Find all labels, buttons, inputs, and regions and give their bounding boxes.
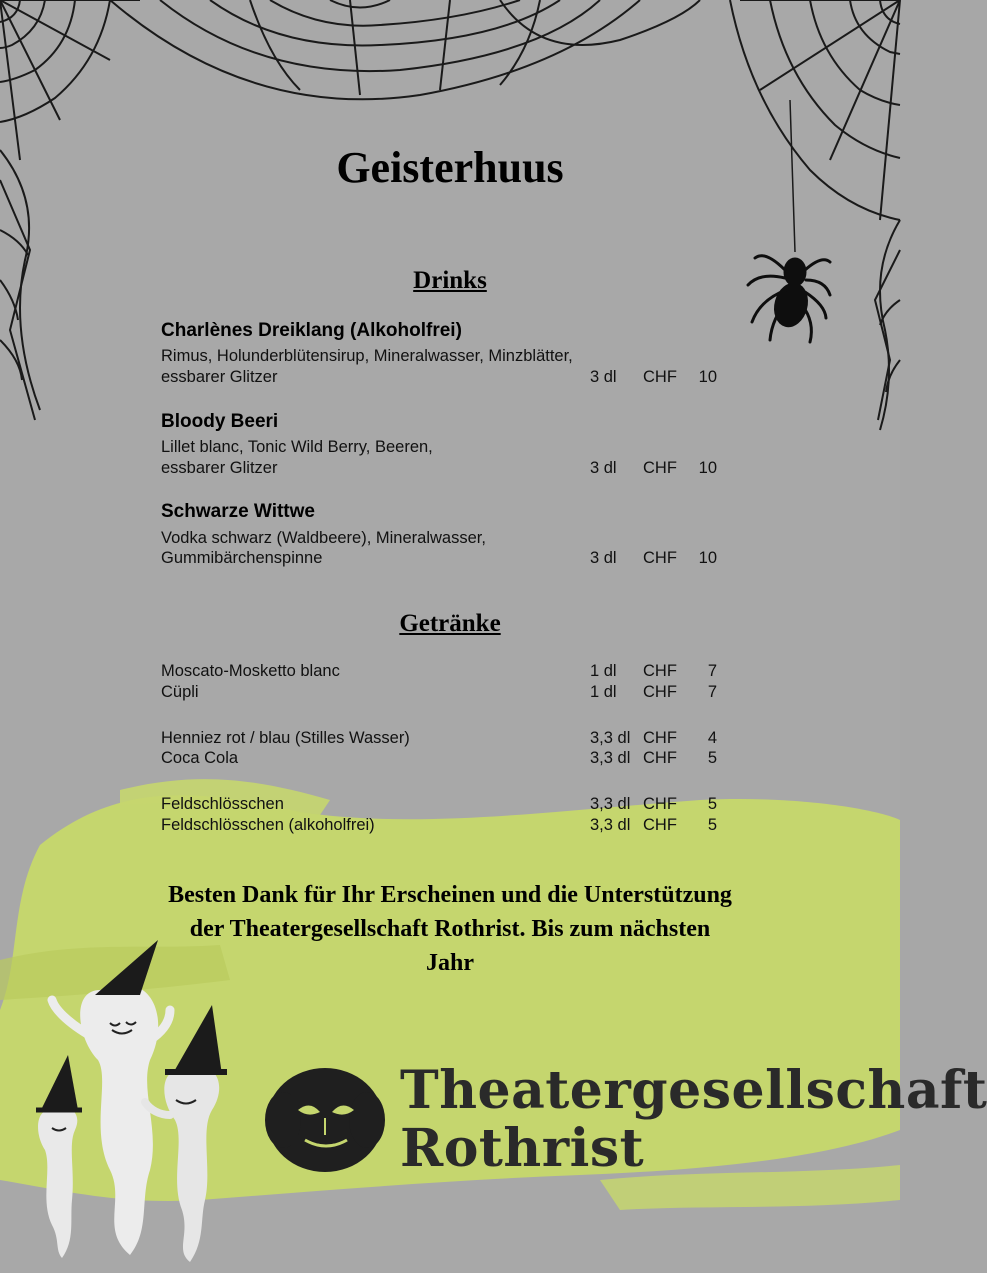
drink-price-line [161,368,721,389]
logo-text: Rothrist [400,1118,645,1179]
drink-description: essbarer Glitzer [161,459,278,477]
beverage-price: 5 [707,795,717,813]
drink-quantity: 3 dl [590,368,617,386]
beverage-quantity: 3,3 dl [590,749,631,767]
drink-description: Rimus, Holunderblütensirup, Mineralwasser, Minzblätter, [161,347,573,365]
drink-price: 10 [698,459,717,477]
beverage-quantity: 1 dl [590,683,617,701]
thank-you-line: Jahr [426,950,474,976]
beverage-quantity: 3,3 dl [590,795,631,813]
drink-description: essbarer Glitzer [161,368,278,386]
beverage-line [161,662,721,683]
beverage-name: Moscato-Mosketto blanc [161,662,340,680]
beverage-quantity: 3,3 dl [590,816,631,834]
beverage-quantity: 3,3 dl [590,729,631,747]
drink-name: Schwarze Wittwe [161,501,315,522]
drink-description: Lillet blanc, Tonic Wild Berry, Beeren, [161,438,433,456]
drink-quantity: 3 dl [590,459,617,477]
drink-currency: CHF [643,459,677,477]
beverage-currency: CHF [643,816,677,834]
beverage-line [161,816,721,837]
beverage-price: 5 [707,749,717,767]
beverage-currency: CHF [643,662,677,680]
beverage-line [161,683,721,704]
beverage-price: 4 [707,729,717,747]
drink-description: Gummibärchenspinne [161,549,323,567]
drink-name: Bloody Beeri [161,411,279,432]
page-title: Geisterhuus [336,143,564,192]
drink-price: 10 [698,368,717,386]
drink-price: 10 [698,549,717,567]
beverage-line [161,749,721,770]
logo-text: Theatergesellschaft [400,1060,987,1121]
beverage-name: Cüpli [161,683,199,701]
beverage-name: Henniez rot / blau (Stilles Wasser) [161,729,410,747]
beverage-line [161,795,721,816]
beverage-currency: CHF [643,749,677,767]
beverage-currency: CHF [643,729,677,747]
drink-description-line [161,529,721,550]
drink-description-line [161,438,721,459]
drink-quantity: 3 dl [590,549,617,567]
section-heading-drinks: Drinks [413,267,487,294]
beverage-name: Coca Cola [161,749,239,767]
beverage-price: 5 [707,816,717,834]
drink-currency: CHF [643,368,677,386]
thank-you-message [100,878,800,980]
beverage-name: Feldschlösschen [161,795,284,813]
section-heading-getraenke: Getränke [399,610,501,637]
thank-you-line: der Theatergesellschaft Rothrist. Bis zum nächsten [189,916,711,942]
beverage-price: 7 [707,662,717,680]
drink-description-line [161,347,721,368]
beverage-quantity: 1 dl [590,662,617,680]
drink-currency: CHF [643,549,677,567]
beverage-price: 7 [707,683,717,701]
drink-description: Vodka schwarz (Waldbeere), Mineralwasser, [161,529,486,547]
beverage-line [161,729,721,750]
thank-you-line: Besten Dank für Ihr Erscheinen und die Unterstützung [168,882,732,908]
beverage-currency: CHF [643,795,677,813]
drink-price-line [161,459,721,480]
beverage-currency: CHF [643,683,677,701]
beverage-name: Feldschlösschen (alkoholfrei) [161,816,375,834]
drink-name: Charlènes Dreiklang (Alkoholfrei) [161,320,462,341]
drink-price-line [161,549,721,570]
